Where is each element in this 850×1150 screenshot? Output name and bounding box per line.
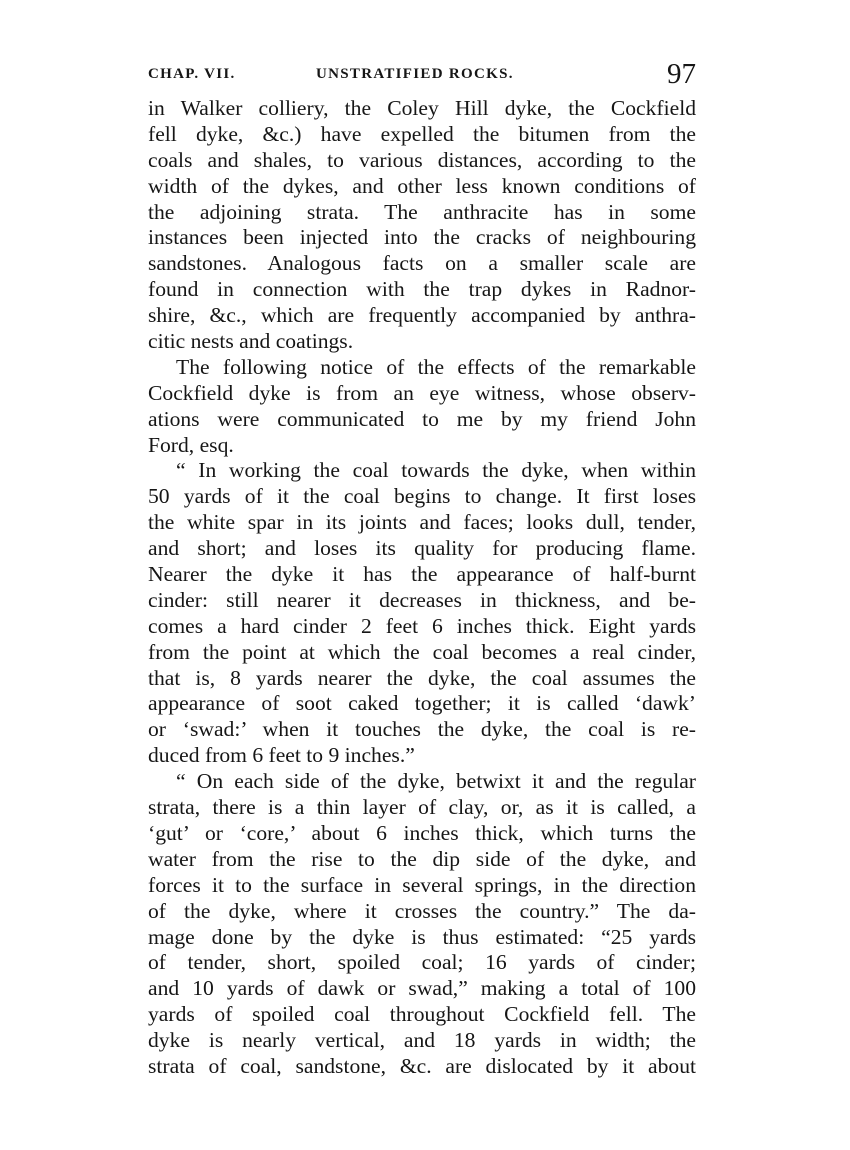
text-line: of the dyke, where it crosses the country.” The da- <box>148 898 696 923</box>
body-text <box>148 96 696 1080</box>
text-line: that is, 8 yards nearer the dyke, the coal assumes the <box>148 665 696 690</box>
text-line: forces it to the surface in several springs, in the direction <box>148 872 696 897</box>
text-line: duced from 6 feet to 9 inches.” <box>148 743 415 768</box>
text-line: the white spar in its joints and faces; looks dull, tender, <box>148 510 696 535</box>
chapter-label: CHAP. VII. <box>148 66 236 82</box>
text-line: the adjoining strata. The anthracite has in some <box>148 199 696 224</box>
page-number: 97 <box>667 58 696 90</box>
text-line: ‘gut’ or ‘core,’ about 6 inches thick, which turns the <box>148 820 696 845</box>
text-line: strata, there is a thin layer of clay, or, as it is called, a <box>148 795 696 820</box>
text-line: or ‘swad:’ when it touches the dyke, the coal is re- <box>148 717 696 742</box>
text-line: strata of coal, sandstone, &c. are dislocated by it about <box>148 1053 696 1078</box>
text-line: “ On each side of the dyke, betwixt it and the regular <box>176 769 696 794</box>
text-line: from the point at which the coal becomes a real cinder, <box>148 639 696 664</box>
text-line: “ In working the coal towards the dyke, when within <box>176 458 696 483</box>
text-line: 50 yards of it the coal begins to change. It first loses <box>148 484 696 509</box>
text-line: in Walker colliery, the Coley Hill dyke, the Cockfield <box>148 96 696 120</box>
text-line: dyke is nearly vertical, and 18 yards in width; the <box>148 1028 696 1053</box>
text-line: shire, &c., which are frequently accompanied by anthra- <box>148 303 696 328</box>
text-line: water from the rise to the dip side of the dyke, and <box>148 846 696 871</box>
running-title: UNSTRATIFIED ROCKS. <box>316 66 514 82</box>
text-line: citic nests and coatings. <box>148 329 354 354</box>
text-line: coals and shales, to various distances, according to the <box>148 147 696 172</box>
text-line: of tender, short, spoiled coal; 16 yards of cinder; <box>148 950 696 975</box>
text-line: The following notice of the effects of the remarkable <box>176 354 696 379</box>
running-head <box>148 60 696 96</box>
text-line: found in connection with the trap dykes in Radnor- <box>148 277 696 302</box>
text-line: Ford, esq. <box>148 432 234 457</box>
text-line: cinder: still nearer it decreases in thickness, and be- <box>148 587 696 612</box>
text-line: Nearer the dyke it has the appearance of half-burnt <box>148 562 696 587</box>
text-line: comes a hard cinder 2 feet 6 inches thick. Eight yards <box>148 613 696 638</box>
text-line: fell dyke, &c.) have expelled the bitumen from the <box>148 121 696 146</box>
text-line: appearance of soot caked together; it is called ‘dawk’ <box>148 691 696 716</box>
text-line: instances been injected into the cracks of neighbouring <box>148 225 696 250</box>
text-line: and 10 yards of dawk or swad,” making a total of 100 <box>148 976 696 1001</box>
text-line: ations were communicated to me by my friend John <box>148 406 696 431</box>
text-line: and short; and loses its quality for producing flame. <box>148 536 696 561</box>
text-line: yards of spoiled coal throughout Cockfield fell. The <box>148 1002 696 1027</box>
text-line: Cockfield dyke is from an eye witness, whose observ- <box>148 380 696 405</box>
text-line: sandstones. Analogous facts on a smaller scale are <box>148 251 696 276</box>
text-line: mage done by the dyke is thus estimated: “25 yards <box>148 924 696 949</box>
text-line: width of the dykes, and other less known conditions of <box>148 173 696 198</box>
